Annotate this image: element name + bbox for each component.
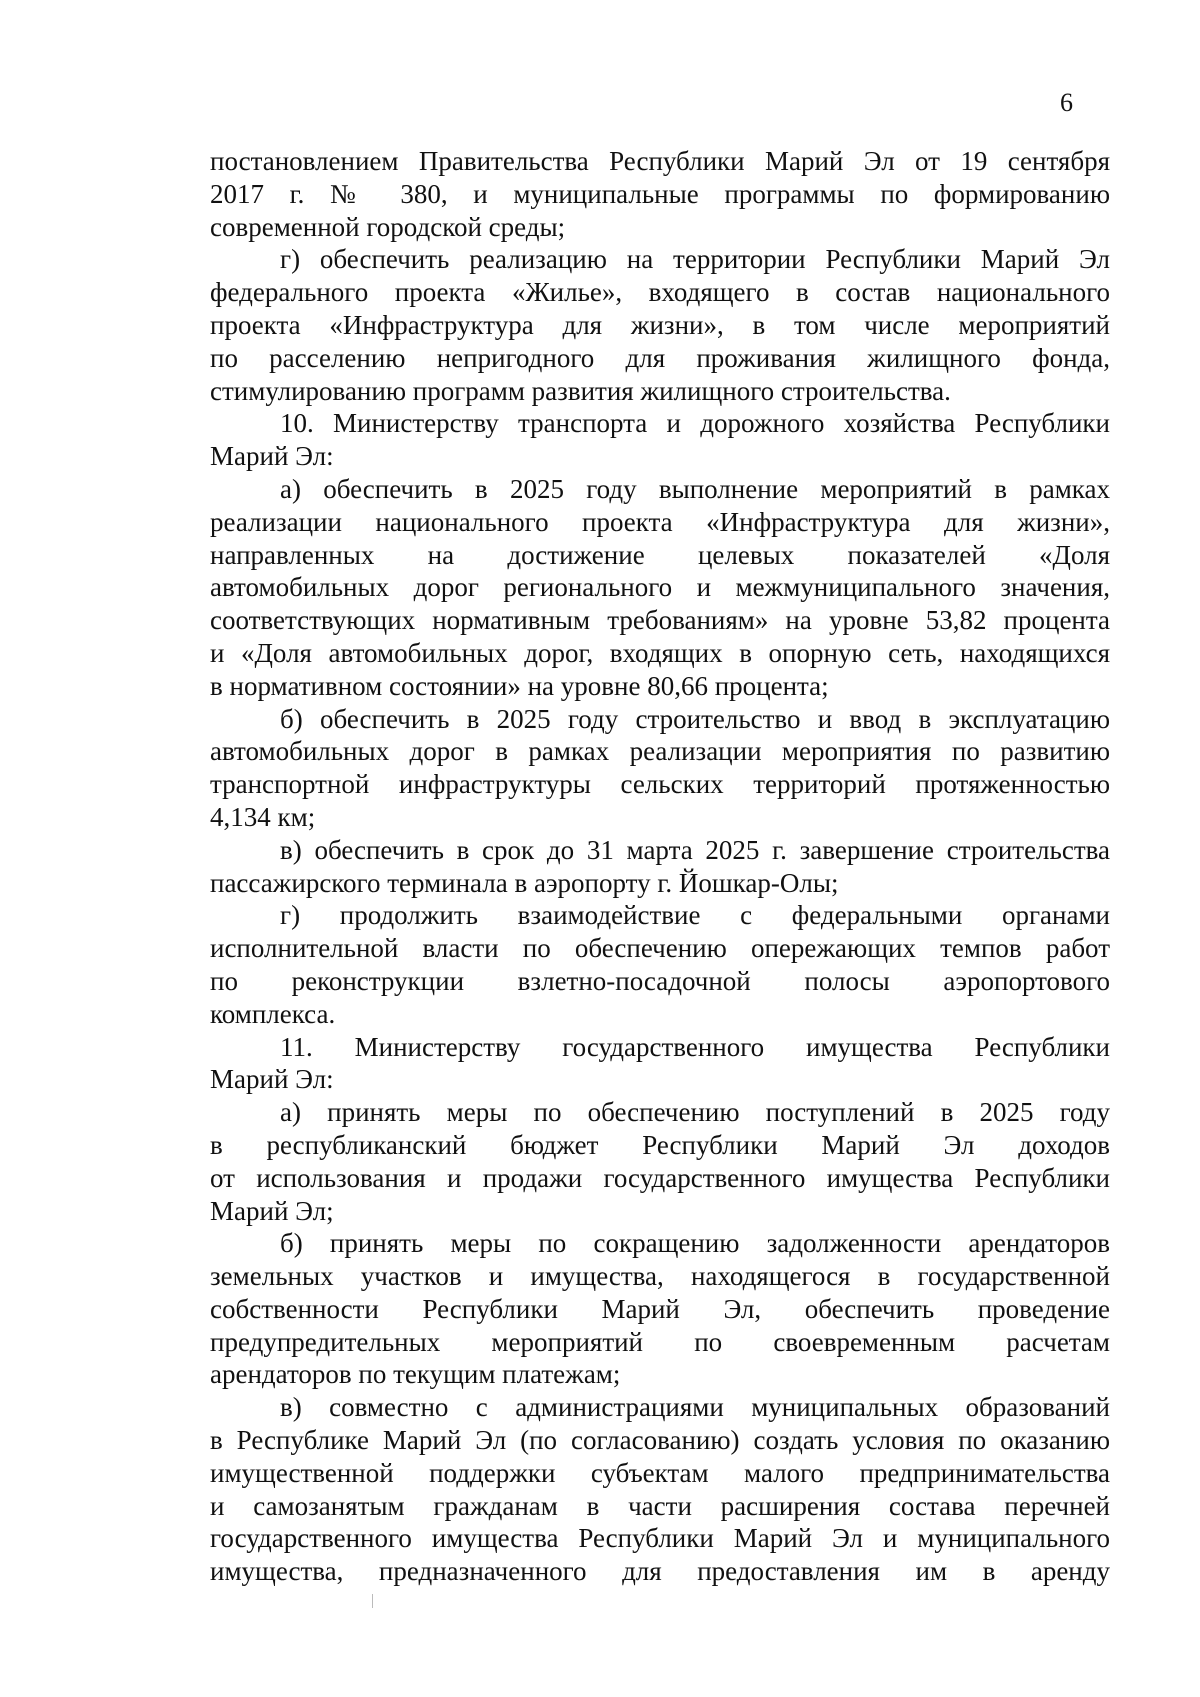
text-line: земельных участков и имущества, находящегося в государственной [210,1261,1110,1292]
text-line: г) продолжить взаимодействие с федеральными органами [280,900,1110,931]
text-line: и самозанятым гражданам в части расширения состава перечней [210,1490,1110,1521]
text-line: в Республике Марий Эл (по согласованию) создать условия по оказанию [210,1425,1110,1456]
text-line: автомобильных дорог в рамках реализации мероприятия по развитию [210,736,1110,767]
text-line: а) обеспечить в 2025 году выполнение мероприятий в рамках [280,473,1110,504]
text-line: Марий Эл: [210,1064,334,1095]
text-line: Марий Эл: [210,441,334,472]
text-line: собственности Республики Марий Эл, обеспечить проведение [210,1293,1110,1324]
text-line: постановлением Правительства Республики Марий Эл от 19 сентября [210,146,1110,176]
text-line: автомобильных дорог регионального и межмуниципального значения, [210,572,1110,603]
text-line: б) принять меры по сокращению задолженности арендаторов [280,1228,1110,1259]
text-line: г) обеспечить реализацию на территории Республики Марий Эл [280,244,1110,275]
text-line: в) обеспечить в срок до 31 марта 2025 г. завершение строительства [280,834,1110,865]
text-line: 11. Министерству государственного имущества Республики [280,1031,1110,1062]
text-line: транспортной инфраструктуры сельских территорий протяженностью [210,769,1110,800]
text-line: 2017 г. № 380, и муниципальные программы по формированию [210,178,1110,209]
text-line: проекта «Инфраструктура для жизни», в том числе мероприятий [210,309,1110,340]
document-body [210,145,1110,1588]
text-line: пассажирского терминала в аэропорту г. Йошкар-Олы; [210,867,839,898]
text-line: стимулированию программ развития жилищного строительства. [210,375,951,406]
text-line: а) принять меры по обеспечению поступлений в 2025 году [280,1097,1110,1128]
text-line: направленных на достижение целевых показателей «Доля [210,539,1110,570]
text-line: государственного имущества Республики Марий Эл и муниципального [210,1523,1110,1554]
page-number: 6 [1060,88,1073,117]
text-line: в) совместно с администрациями муниципальных образований [280,1392,1110,1423]
text-line: соответствующих нормативным требованиям» на уровне 53,82 процента [210,605,1110,636]
text-line: реализации национального проекта «Инфраструктура для жизни», [210,506,1110,537]
text-line: имущественной поддержки субъектам малого предпринимательства [210,1457,1110,1488]
text-line: современной городской среды; [210,211,566,242]
text-line: и «Доля автомобильных дорог, входящих в опорную сеть, находящихся [210,637,1110,668]
text-line: арендаторов по текущим платежам; [210,1359,621,1390]
text-line: б) обеспечить в 2025 году строительство и ввод в эксплуатацию [280,703,1110,734]
text-line: исполнительной власти по обеспечению опережающих темпов работ [210,933,1110,964]
text-line: имущества, предназначенного для предоставления им в аренду [210,1556,1110,1587]
text-line: комплекса. [210,998,336,1029]
text-line: федерального проекта «Жилье», входящего в состав национального [210,277,1110,308]
text-line: от использования и продажи государственного имущества Республики [210,1162,1110,1193]
text-line: в республиканский бюджет Республики Марий Эл доходов [210,1129,1110,1160]
text-line: по расселению непригодного для проживания жилищного фонда, [210,342,1110,373]
text-line: 4,134 км; [210,801,316,832]
text-line: 10. Министерству транспорта и дорожного хозяйства Республики [280,408,1110,439]
page-scan-mark [372,1594,373,1608]
text-line: Марий Эл; [210,1195,334,1226]
text-line: предупредительных мероприятий по своевременным расчетам [210,1326,1110,1357]
text-line: в нормативном состоянии» на уровне 80,66 процента; [210,670,829,701]
text-line: по реконструкции взлетно-посадочной полосы аэропортового [210,965,1110,996]
